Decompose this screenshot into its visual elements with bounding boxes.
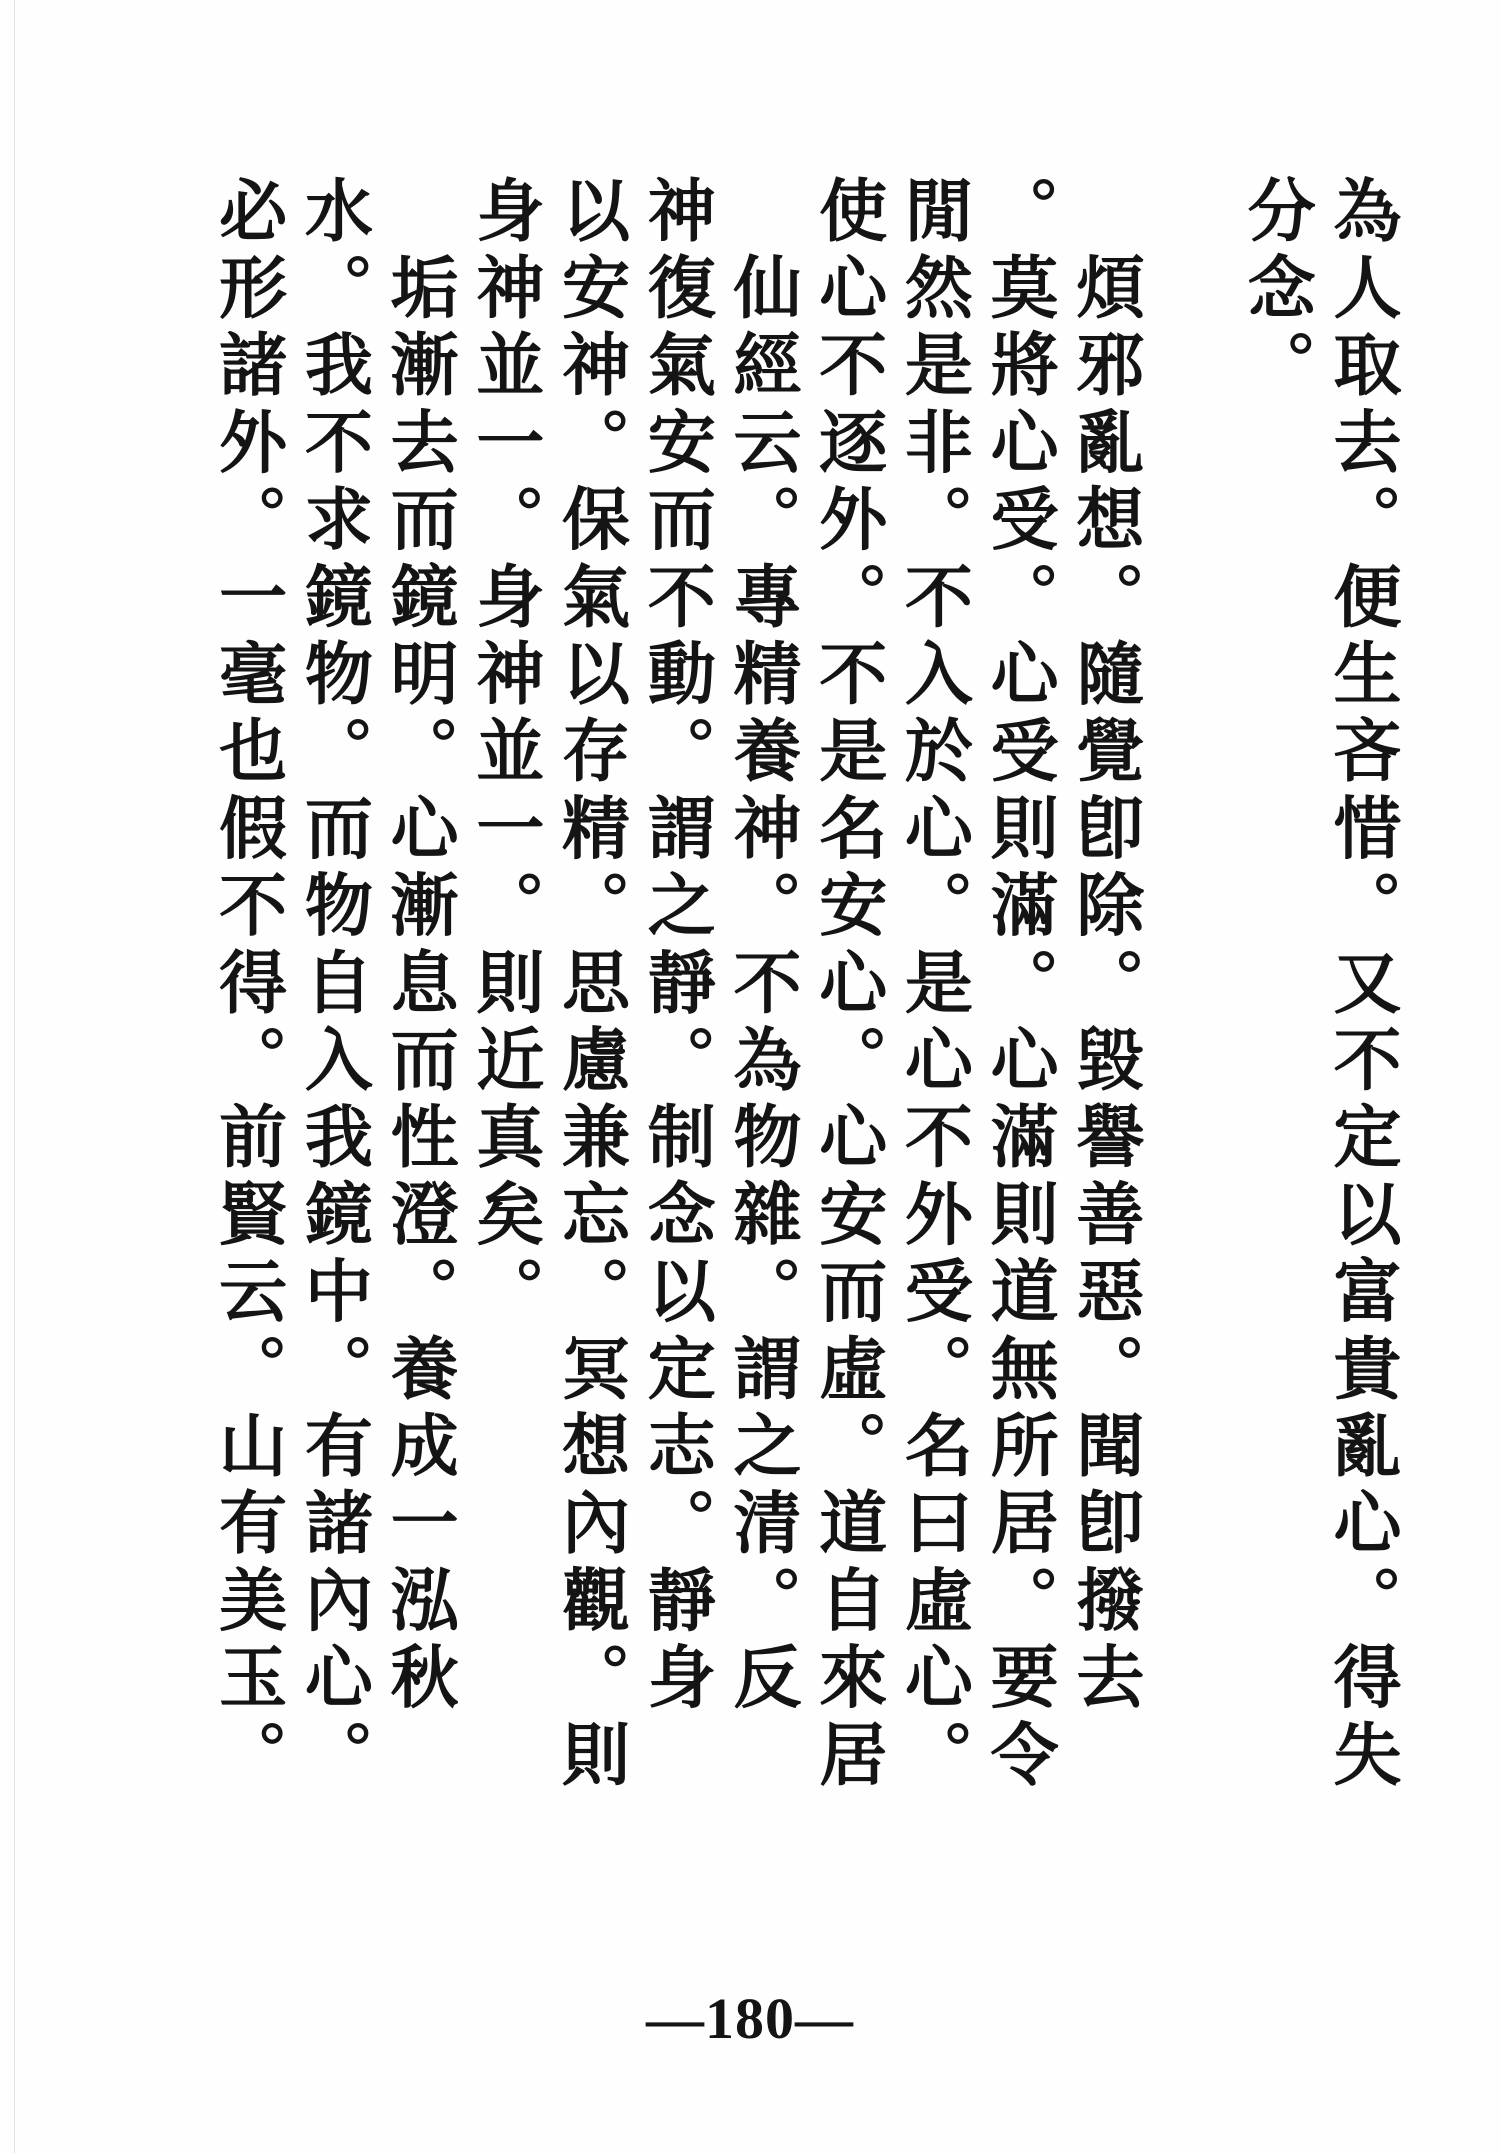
text-column-2: 分念。: [1236, 175, 1317, 407]
text-column-9: 神復氣安而不動。謂之靜。制念以定志。靜身: [636, 175, 717, 1719]
text-column-14: 必形諸外。一毫也假不得。前賢云。山有美玉。: [207, 175, 288, 1797]
text-column-6: 閒然是非。不入於心。是心不外受。名曰虛心。: [893, 175, 974, 1797]
vertical-text-block: [205, 175, 1405, 1920]
text-column-12: 垢漸去而鏡明。心漸息而性澄。養成一泓秋: [379, 175, 460, 1719]
text-column-1: 為人取去。便生吝惜。又不定以富貴亂心。得失: [1322, 175, 1402, 1797]
text-column-11: 身神並一。身神並一。則近真矣。: [464, 175, 545, 1333]
text-column-13: 水。我不求鏡物。而物自入我鏡中。有諸內心。: [293, 175, 374, 1797]
text-column-10: 以安神。保氣以存精。思慮兼忘。冥想內觀。則: [550, 175, 631, 1797]
text-column-4: 煩邪亂想。隨覺卽除。毀譽善惡。聞卽撥去: [1064, 175, 1145, 1719]
text-column-3: [1148, 175, 1234, 1920]
text-column-5: 。莫將心受。心受則滿。心滿則道無所居。要令: [979, 175, 1060, 1797]
text-column-7: 使心不逐外。不是名安心。心安而虛。道自來居: [807, 175, 888, 1797]
text-column-8: 仙經云。專精養神。不為物雜。謂之清。反: [721, 175, 802, 1719]
page-number: —180—: [646, 1986, 854, 2051]
